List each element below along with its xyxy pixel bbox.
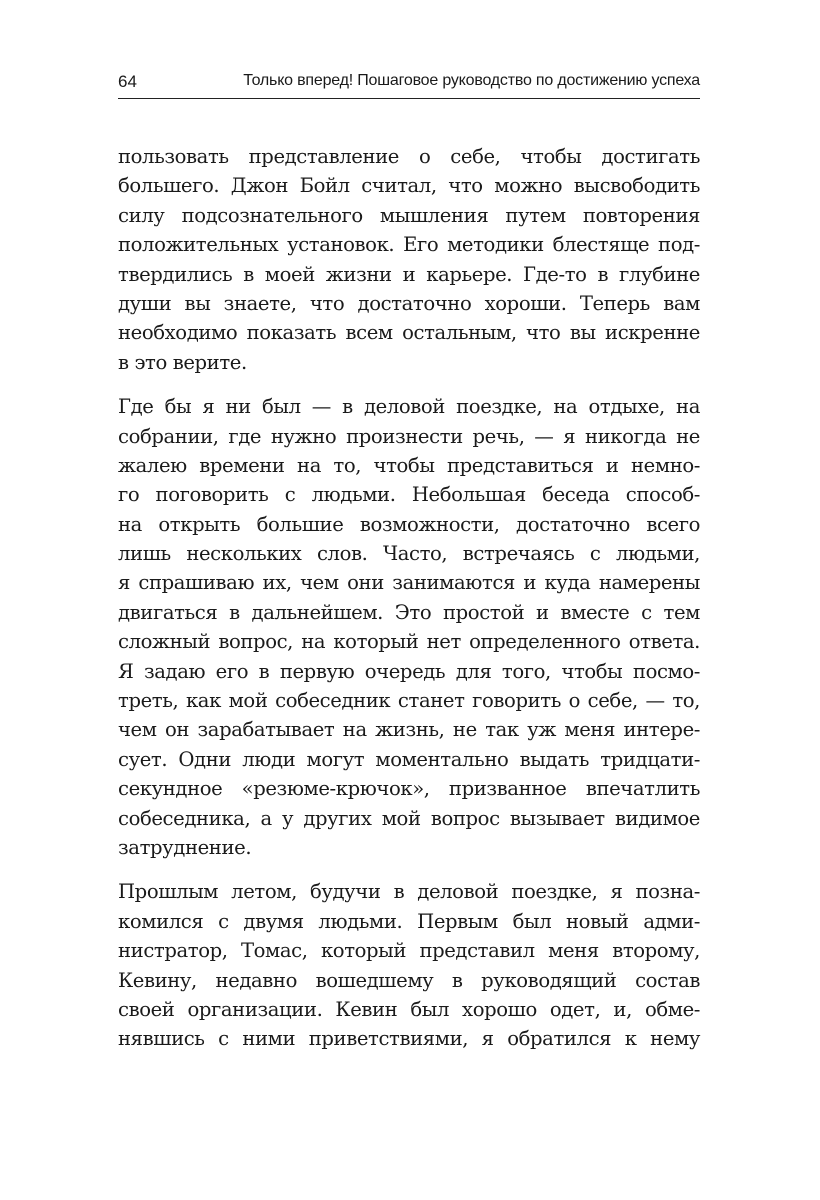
text-line: собрании, где нужно произнести речь, — я никогда не xyxy=(118,424,700,448)
running-title: Только вперед! Пошаговое руководство по достижению успеха xyxy=(243,72,700,89)
paragraph-2 xyxy=(118,392,700,862)
text-line: твердились в моей жизни и карьере. Где-то в глубине xyxy=(118,262,700,286)
text-line: большего. Джон Бойл считал, что можно высвободить xyxy=(118,174,700,198)
text-line: души вы знаете, что достаточно хороши. Теперь вам xyxy=(118,291,700,315)
text-line: сует. Одни люди могут моментально выдать тридцати- xyxy=(118,747,700,771)
page-number: 64 xyxy=(118,72,137,91)
text-line: в это верите. xyxy=(118,350,247,374)
text-line: нявшись с ними приветствиями, я обратился к нему xyxy=(118,1027,700,1051)
text-line: лишь нескольких слов. Часто, встречаясь с людьми, xyxy=(118,542,700,566)
text-line: треть, как мой собеседник станет говорить о себе, — то, xyxy=(118,689,700,713)
text-line: пользовать представление о себе, чтобы достигать xyxy=(118,145,700,168)
paragraph-1 xyxy=(118,142,700,377)
text-line: своей организации. Кевин был хорошо одет, и, обме- xyxy=(118,997,700,1021)
text-line: жалею времени на то, чтобы представиться и немно- xyxy=(118,453,700,477)
text-line: двигаться в дальнейшем. Это простой и вместе с тем xyxy=(118,600,700,624)
text-line: необходимо показать всем остальным, что вы искренне xyxy=(118,321,700,345)
text-line: нистратор, Томас, который представил меня второму, xyxy=(118,939,700,963)
text-line: комился с двумя людьми. Первым был новый адми- xyxy=(118,909,700,933)
text-line: чем он зарабатывает на жизнь, не так уж меня интере- xyxy=(118,718,700,742)
text-line: положительных установок. Его методики блестяще под- xyxy=(118,233,700,257)
paragraph-3 xyxy=(118,877,700,1053)
text-line: я спрашиваю их, чем они занимаются и куда намерены xyxy=(118,571,700,595)
text-line: на открыть большие возможности, достаточно всего xyxy=(118,512,700,536)
text-line: Я задаю его в первую очередь для того, чтобы посмо- xyxy=(118,659,700,683)
text-line: Прошлым летом, будучи в деловой поездке, я позна- xyxy=(118,880,700,904)
text-line: сложный вопрос, на который нет определенного ответа. xyxy=(118,630,700,654)
text-line: затруднение. xyxy=(118,835,252,859)
text-line: го поговорить с людьми. Небольшая беседа способ- xyxy=(118,483,700,507)
text-line: Где бы я ни был — в деловой поездке, на отдыхе, на xyxy=(118,395,700,419)
page-header xyxy=(118,68,700,99)
text-line: собеседника, а у других мой вопрос вызывает видимое xyxy=(118,806,700,830)
text-line: силу подсознательного мышления путем повторения xyxy=(118,203,700,227)
text-line: Кевину, недавно вошедшему в руководящий состав xyxy=(118,968,700,992)
body-text xyxy=(118,142,700,1069)
text-line: секундное «резюме-крючок», призванное впечатлить xyxy=(118,777,700,801)
